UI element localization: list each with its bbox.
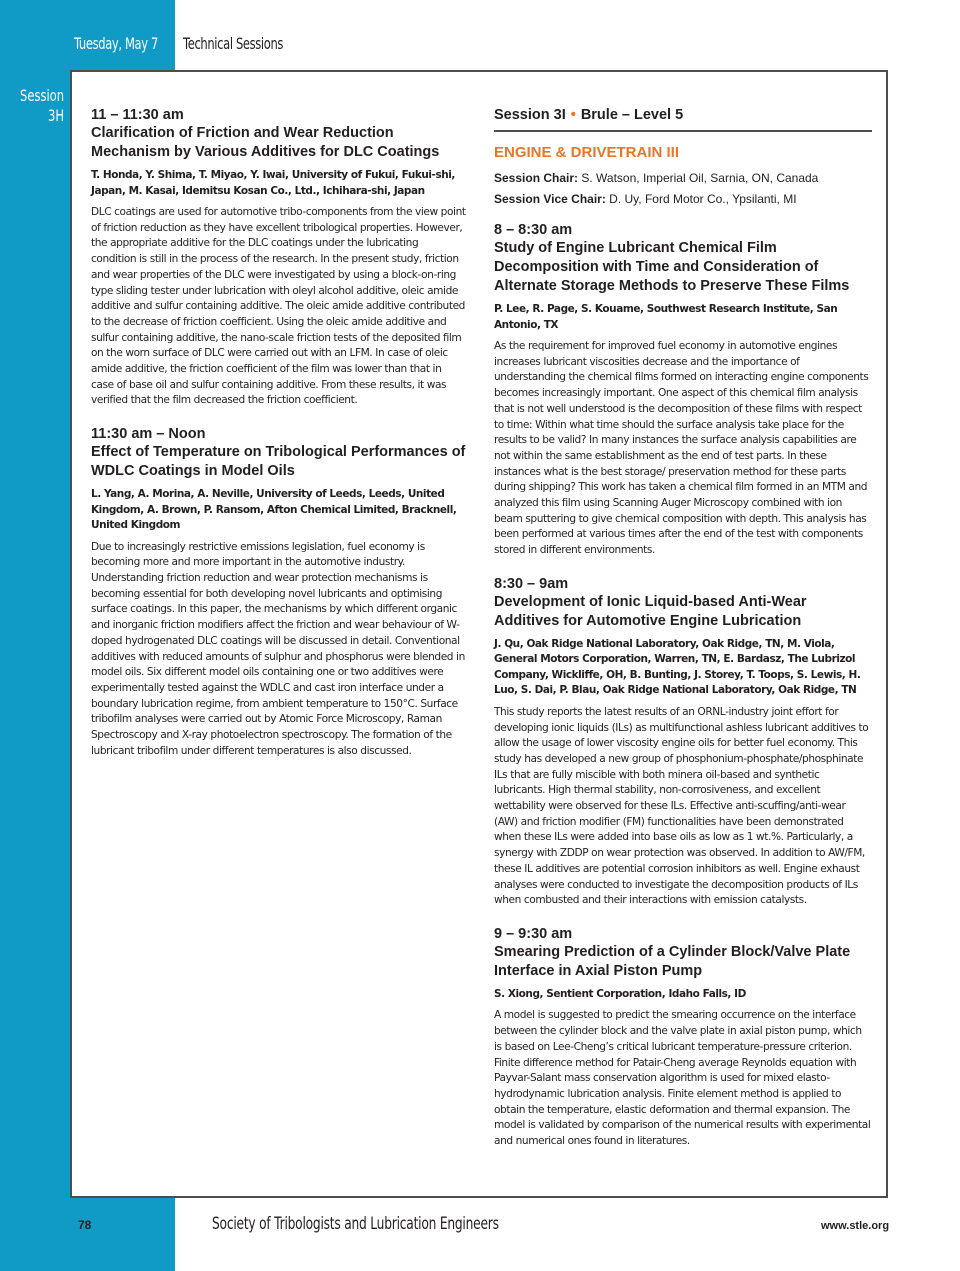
page-number: 78 [78,1218,92,1232]
talk-title: Clarification of Friction and Wear Reduction Mechanism by Various Additives for DLC Coatings [91,125,440,160]
talk-time: 9 – 9:30 am [494,925,573,942]
talk [494,221,872,559]
bullet-icon: • [570,107,576,123]
talk-time: 11:30 am – Noon [91,426,206,443]
talk-authors: T. Honda, Y. Shima, T. Miyao, Y. Iwai, University of Fukui, Fukui-shi, Japan, M. Kasai, Idemitsu Kosan Co., Ltd., Ichihara-shi, Japan [91,169,455,197]
talk-authors: J. Qu, Oak Ridge National Laboratory, Oak Ridge, TN, M. Viola, General Motors Corporation, Warren, TN, E. Bardasz, The Lubrizol Company, Wickliffe, OH, B. Bunting, J. Storey, T. Toops, S. Lewis, H. Luo, S. Dai, P. Blau, Oak Ridge National Laboratory, Oak Ridge, TN [494,637,861,697]
session-chair [494,171,872,186]
session-chair-value: S. Watson, Imperial Oil, Sarnia, ON, Canada [581,171,819,185]
talk-title: Study of Engine Lubricant Chemical Film Decomposition with Time and Consideration of Alternate Storage Methods to Preserve These Films [494,240,850,294]
talk [494,575,872,909]
session-name: Session 3I [494,107,566,123]
session-heading [494,106,872,132]
talk-time: 11 – 11:30 am [91,107,184,123]
session-tab-label: Session [20,86,64,105]
talk-authors: S. Xiong, Sentient Corporation, Idaho Falls, ID [494,987,746,1000]
session-vice-chair-value: D. Uy, Ford Motor Co., Ypsilanti, MI [609,192,797,206]
talk-time: 8:30 – 9am [494,575,569,592]
session-vice-chair-label: Session Vice Chair: [494,192,606,206]
header-section: Technical Sessions [183,34,284,53]
talk [91,425,466,759]
talk-abstract: DLC coatings are used for automotive tribo-components from the view point of friction reduction as they have excellent tribological properties. However, the appropriate additive for the DLC coatings under the lubricating condition is still in the process of the research. In the present study, friction and wear properties of the DLC were investigated by using a block-on-ring type sliding tester under lubrication with oleyl alcohol additive, oleic amide additive and sulfur containing additive. The oleic amide additive contributed to the decrease of friction coefficient. Using the oleic amide additive and sulfur containing additive, the nano-scale friction tests of the deposited film on the worn surface of DLC were carried out with an LFM. In case of oleic amide additive, the friction coefficient of the film was lower than that in case of base oil and sulfur containing additive. From these results, it was verified that the film decreased the friction coefficient. [91,206,466,407]
talk-abstract: As the requirement for improved fuel economy in automotive engines increases lubricant viscosities decrease and the importance of understanding the chemical films formed on interacting engine components becomes increasingly important. One aspect of this chemical film analysis that is not well understood is the decomposition of these films with respect to time: Within what time should the surface analysis take place for the results to be valid? In many instances the surface analysis capabilities are not within the same establishment as the end of test parts. In these instances what is the best storage/ preservation method for these parts during shipping? This work has taken a chemical film formed in an MTM and analyzed this film using Scanning Auger Microscopy combined with ion beam sputtering to give chemical composition with depth. This analysis has been performed at various times after the end of the test with components stored in different environments. [494,340,869,557]
session-tab [0,86,64,126]
talk-title: Effect of Temperature on Tribological Performances of WDLC Coatings in Model Oils [91,444,466,480]
talk-time: 8 – 8:30 am [494,222,573,238]
session-vice-chair [494,192,872,207]
right-column [494,106,872,1166]
content-panel [70,70,888,1198]
talk [91,106,466,409]
track-title: ENGINE & DRIVETRAIN III [494,144,680,161]
session-tab-code: 3H [48,106,64,125]
talk-title: Development of Ionic Liquid-based Anti-Wear Additives for Automotive Engine Lubrication [494,593,807,629]
talk-authors: L. Yang, A. Morina, A. Neville, University of Leeds, Leeds, United Kingdom, A. Brown, P. Ransom, Afton Chemical Limited, Bracknell, United Kingdom [91,488,457,532]
left-column [91,106,466,775]
footer-society: Society of Tribologists and Lubrication Engineers [212,1214,499,1234]
talk-authors: P. Lee, R. Page, S. Kouame, Southwest Research Institute, San Antonio, TX [494,303,838,331]
session-location: Brule – Level 5 [580,107,684,123]
footer-url[interactable]: www.stle.org [821,1220,890,1232]
chair-block [494,171,872,207]
talk-abstract: Due to increasingly restrictive emissions legislation, fuel economy is becoming more and more important in the automotive industry. Understanding friction reduction and wear protection mechanisms is becoming essential for both developing novel lubricants and optimising surface coatings. In this paper, the mechanisms by which different organic and inorganic friction modifiers affect the friction and wear behaviour of W-doped hydrogenated DLC coatings will be discussed in detail. Conventional additives with reduced amounts of sulphur and phosphorus were blended in model oils. Six different model oils containing one or two additives were experimentally tested against the WDLC and cast iron interface under a boundary lubrication regime, from ambient temperature to 150°C. Surface tribofilm analyses were carried out by Atomic Force Microscopy, Raman Spectroscopy and X-ray photoelectron spectroscopy. The formation of the lubricant tribofilm under different temperatures is also discussed. [91,540,465,757]
talk-title: Smearing Prediction of a Cylinder Block/Valve Plate Interface in Axial Piston Pump [494,943,851,979]
talk-abstract: This study reports the latest results of an ORNL-industry joint effort for developing ionic liquids (ILs) as multifunctional ashless lubricant additives to allow the usage of lower viscosity engine oils for better fuel economy. This study has developed a new group of phosphonium-phosphate/phosphinate ILs that are fully miscible with both minera oil-based and synthetic lubricants. High thermal stability, non-corrosiveness, and excellent wettability were observed for these ILs. Effective anti-scuffing/anti-wear (AW) and friction modifier (FM) functionalities have been demonstrated when these ILs were added into base oils as low as 1 wt.%. Particularly, a synergy with ZDDP on wear protection was observed. In addition to AW/FM, these IL additives are potential corrosion inhibitors as well. Engine exhaust analyses were conducted to investigate the decomposition products of ILs when combusted and their interactions with emission catalysts. [494,705,869,907]
talk [494,925,872,1150]
talk-abstract: A model is suggested to predict the smearing occurrence on the interface between the cylinder block and the valve plate in axial piston pump, which is based on Lee-Cheng’s critical lubricant temperature-pressure criterion. Finite difference method for Patair-Cheng average Reynolds equation with Payvar-Salant mass conservation algorithm is used for mixed elasto-hydrodynamic lubrication analysis. Finite element method is applied to obtain the temperature, elastic deformation and thermal expansion. The model is validated by comparison of the numerical results with experimental and numerical ones found in literatures. [494,1009,871,1148]
header-day: Tuesday, May 7 [74,34,158,53]
session-chair-label: Session Chair: [494,171,579,185]
